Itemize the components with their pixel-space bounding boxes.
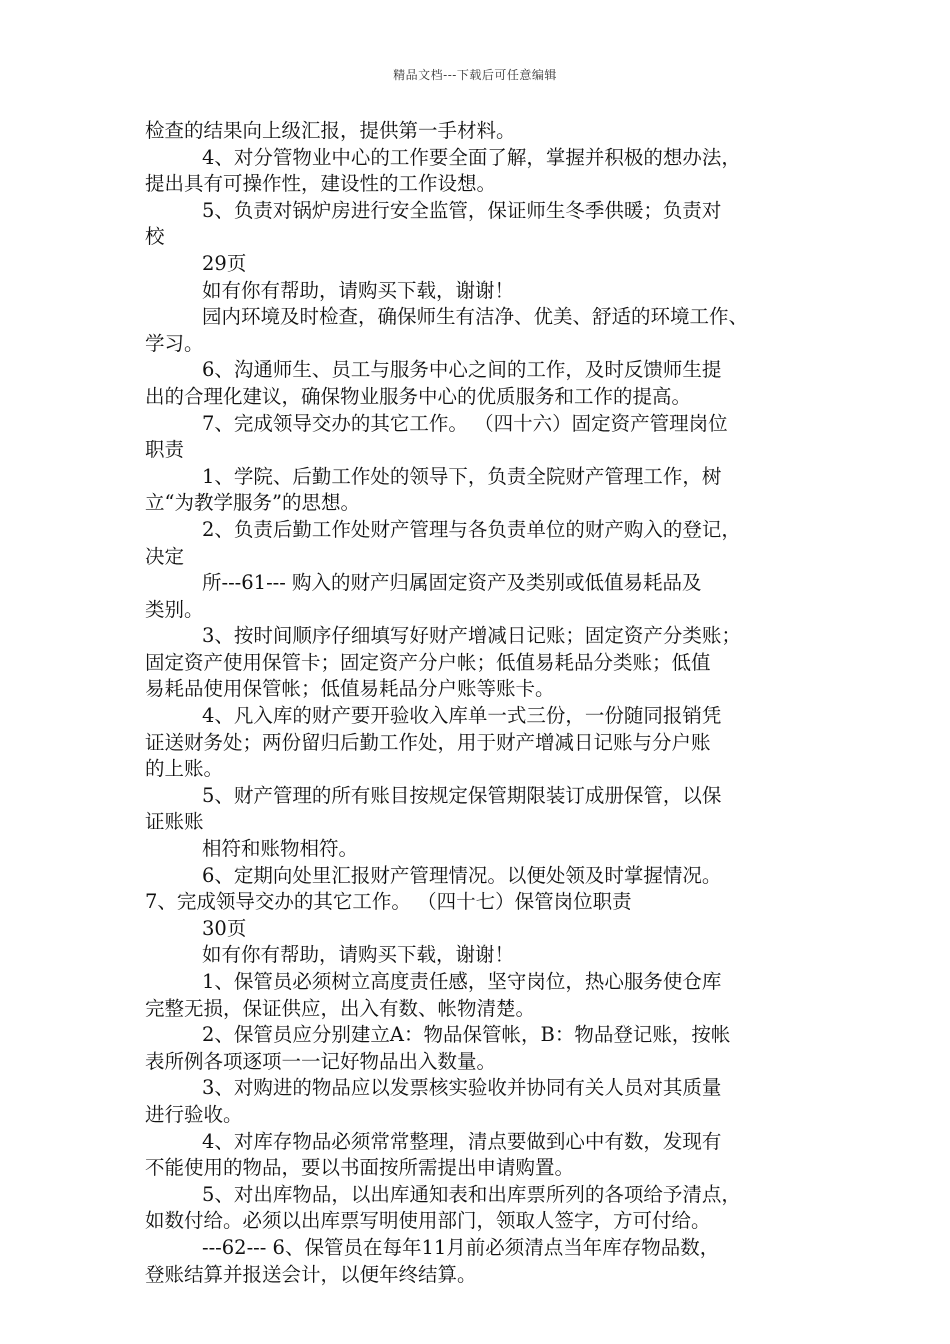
page-header: 精品文档---下载后可任意编辑 xyxy=(393,68,557,82)
text-line: 4、对分管物业中心的工作要全面了解，掌握并积极的想办法， xyxy=(202,145,741,169)
text-line: 1、学院、后勤工作处的领导下，负责全院财产管理工作，树 xyxy=(202,464,722,488)
text-line: 进行验收。 xyxy=(145,1102,243,1126)
text-line: 不能使用的物品，要以书面按所需提出申请购置。 xyxy=(145,1156,575,1180)
text-line: 6、沟通师生、员工与服务中心之间的工作，及时反馈师生提 xyxy=(202,358,722,382)
text-line: 3、对购进的物品应以发票核实验收并协同有关人员对其质量 xyxy=(202,1076,722,1100)
text-line: 7、完成领导交办的其它工作。 （四十六）固定资产管理岗位 xyxy=(202,411,728,435)
text-line: 4、对库存物品必须常常整理，清点要做到心中有数，发现有 xyxy=(202,1129,722,1153)
text-line: 7、完成领导交办的其它工作。 （四十七）保管岗位职责 xyxy=(145,890,632,914)
text-line: 的上账。 xyxy=(145,757,224,781)
text-line: 5、财产管理的所有账目按规定保管期限装订成册保管，以保 xyxy=(202,783,722,807)
text-line: 学习。 xyxy=(145,331,204,355)
text-line: 29页 xyxy=(202,251,247,275)
text-line: 2、保管员应分别建立A：物品保管帐，B：物品登记账，按帐 xyxy=(202,1023,731,1047)
text-line: 30页 xyxy=(202,916,247,940)
document-body xyxy=(145,118,835,1288)
text-line: 园内环境及时检查，确保师生有洁净、优美、舒适的环境工作、 xyxy=(202,305,749,329)
text-line: 5、对出库物品，以出库通知表和出库票所列的各项给予清点， xyxy=(202,1182,741,1206)
text-line: 4、凡入库的财产要开验收入库单一式三份，一份随同报销凭 xyxy=(202,704,722,728)
text-line: 证账账 xyxy=(145,810,204,834)
text-line: 提出具有可操作性，建设性的工作设想。 xyxy=(145,172,497,196)
text-line: 3、按时间顺序仔细填写好财产增减日记账；固定资产分类账； xyxy=(202,624,741,648)
text-line: 固定资产使用保管卡；固定资产分户帐；低值易耗品分类账；低值 xyxy=(145,650,711,674)
text-line: 如数付给。必须以出库票写明使用部门，领取人签字，方可付给。 xyxy=(145,1209,711,1233)
text-line: 如有你有帮助，请购买下载，谢谢！ xyxy=(202,943,515,967)
text-line: 6、定期向处里汇报财产管理情况。以便处领及时掌握情况。 xyxy=(202,863,722,887)
text-line: 类别。 xyxy=(145,597,204,621)
text-line: 5、负责对锅炉房进行安全监管，保证师生冬季供暖；负责对 xyxy=(202,198,722,222)
text-line: 决定 xyxy=(145,544,185,568)
text-line: 相符和账物相符。 xyxy=(202,837,359,861)
text-line: ---62--- 6、保管员在每年11月前必须清点当年库存物品数， xyxy=(202,1235,720,1259)
text-line: 登账结算并报送会计，以便年终结算。 xyxy=(145,1262,477,1286)
text-line: 1、保管员必须树立高度责任感，坚守岗位，热心服务使仓库 xyxy=(202,970,722,993)
text-line: 职责 xyxy=(145,438,185,462)
text-line: 易耗品使用保管帐；低值易耗品分户账等账卡。 xyxy=(145,677,555,701)
text-line: 立“为教学服务”的思想。 xyxy=(145,491,360,515)
text-line: 出的合理化建议，确保物业服务中心的优质服务和工作的提高。 xyxy=(145,384,692,408)
text-line: 证送财务处；两份留归后勤工作处，用于财产增减日记账与分户账 xyxy=(145,730,711,754)
text-line: 如有你有帮助，请购买下载，谢谢！ xyxy=(202,278,515,302)
text-line: 2、负责后勤工作处财产管理与各负责单位的财产购入的登记， xyxy=(202,517,741,541)
text-line: 所---61--- 购入的财产归属固定资产及类别或低值易耗品及 xyxy=(202,571,702,595)
text-line: 校 xyxy=(145,225,165,249)
text-line: 检查的结果向上级汇报，提供第一手材料。 xyxy=(145,119,516,142)
text-line: 完整无损，保证供应，出入有数、帐物清楚。 xyxy=(145,996,536,1020)
text-line: 表所例各项逐项一一记好物品出入数量。 xyxy=(145,1049,497,1073)
